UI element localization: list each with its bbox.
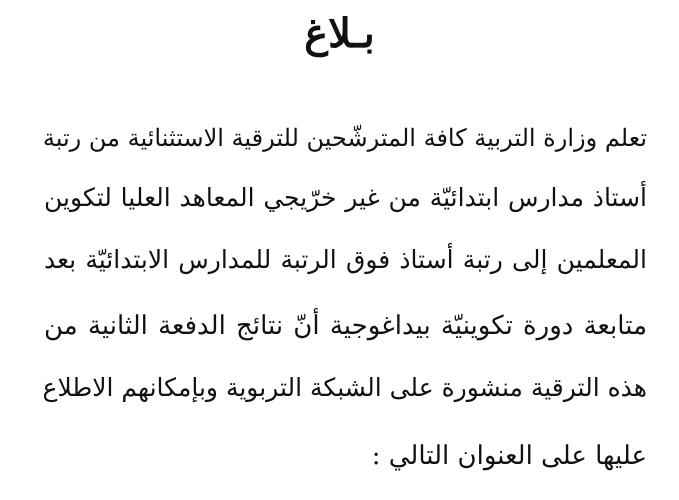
- body-line-3: المعلمين إلى رتبة أستاذ فوق الرتبة للمدارس الابتدائيّة بعد: [44, 245, 647, 274]
- document-title: بـلاغ: [304, 10, 375, 57]
- body-line-2: أستاذ مدارس ابتدائيّة من غير خرّيجي المعاهد العليا لتكوين: [44, 183, 647, 212]
- body-line-4: متابعة دورة تكوينيّة بيداغوجية أنّ نتائج الدفعة الثانية من: [44, 311, 647, 341]
- body-line-6: عليها على العنوان التالي :: [371, 441, 647, 471]
- body-line-5: هذه الترقية منشورة على الشبكة التربوية وبإمكانهم الاطلاع: [42, 373, 647, 402]
- body-line-1: تعلم وزارة التربية كافة المترشّحين للترقية الاستثنائية من رتبة: [42, 124, 647, 152]
